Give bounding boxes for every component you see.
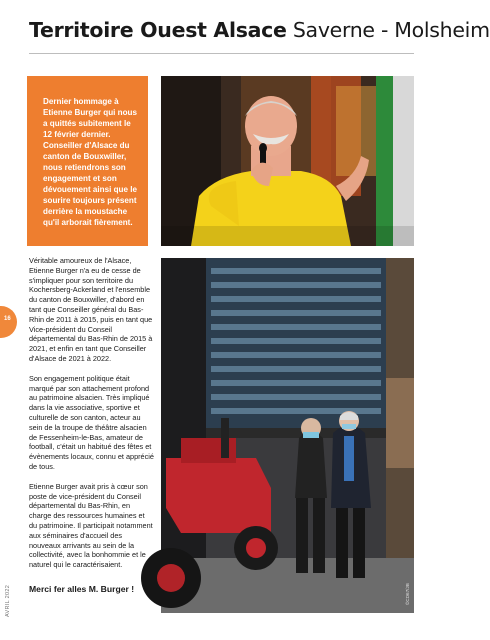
page-number-tab — [0, 306, 17, 338]
title-main: Territoire Ouest Alsace — [29, 18, 287, 42]
title-sub: Saverne - Molsheim — [292, 18, 490, 42]
speaker-photo-illustration — [161, 76, 414, 246]
article-body — [29, 256, 154, 580]
highlight-box — [27, 76, 148, 246]
paragraph-2: Son engagement politique était marqué par son attachement profond au patrimoine alsacien. Très impliqué dans la vie associative, sportive et culturelle de son canton, acteur au sein de la troupe de théâtre alsacien de Fessenheim-le-Bas, amateur de football, c'était un habitué des fêtes et évènements locaux, connu et apprécié de tous. — [29, 373, 154, 471]
tractor-photo-illustration — [161, 258, 414, 613]
title-divider — [29, 53, 414, 54]
paragraph-3: Etienne Burger avait pris à cœur son poste de vice-président du Conseil départemental du Bas-Rhin, en charge des ressources humaines et du patrimoine. Il participait notamment aux séminaires d'accueil des nouveaux arrivants au sein de la collectivité, avec la bonhommie et le naturel qui le caractérisaient. — [29, 481, 153, 570]
speaker-photo — [161, 76, 414, 246]
highlight-text: Dernier hommage à Etienne Burger qui nous a quittés subitement le 12 février dernier. Conseiller d'Alsace du canton de Bouxwiller, nous retiendrons son engagement et son dévouement ainsi que le sourire toujours présent derrière la moustache qu'il arborait fièrement. — [43, 97, 138, 227]
paragraph-1: Véritable amoureux de l'Alsace, Etienne Burger n'a eu de cesse de s'impliquer pour son territoire du Kochersberg-Ackerland et l'ensemble du canton de Bouxwiller, d'abord en tant que Conseiller général du Bas-Rhin de 2011 à 2015, puis en tant que Vice-président du Conseil départemental du Bas-Rhin de 2015 à 2021, et enfin en tant que Conseiller d'Alsace de 2021 à 2022. — [29, 256, 153, 363]
page-number: 16 — [4, 316, 11, 322]
edition-date: AVRIL 2022 — [5, 584, 11, 617]
closing-line: Merci fer alles M. Burger ! — [29, 584, 135, 594]
photo-credit: ©CD67/JB — [405, 583, 410, 605]
tractor-photo — [161, 258, 414, 613]
page-title — [29, 18, 490, 42]
